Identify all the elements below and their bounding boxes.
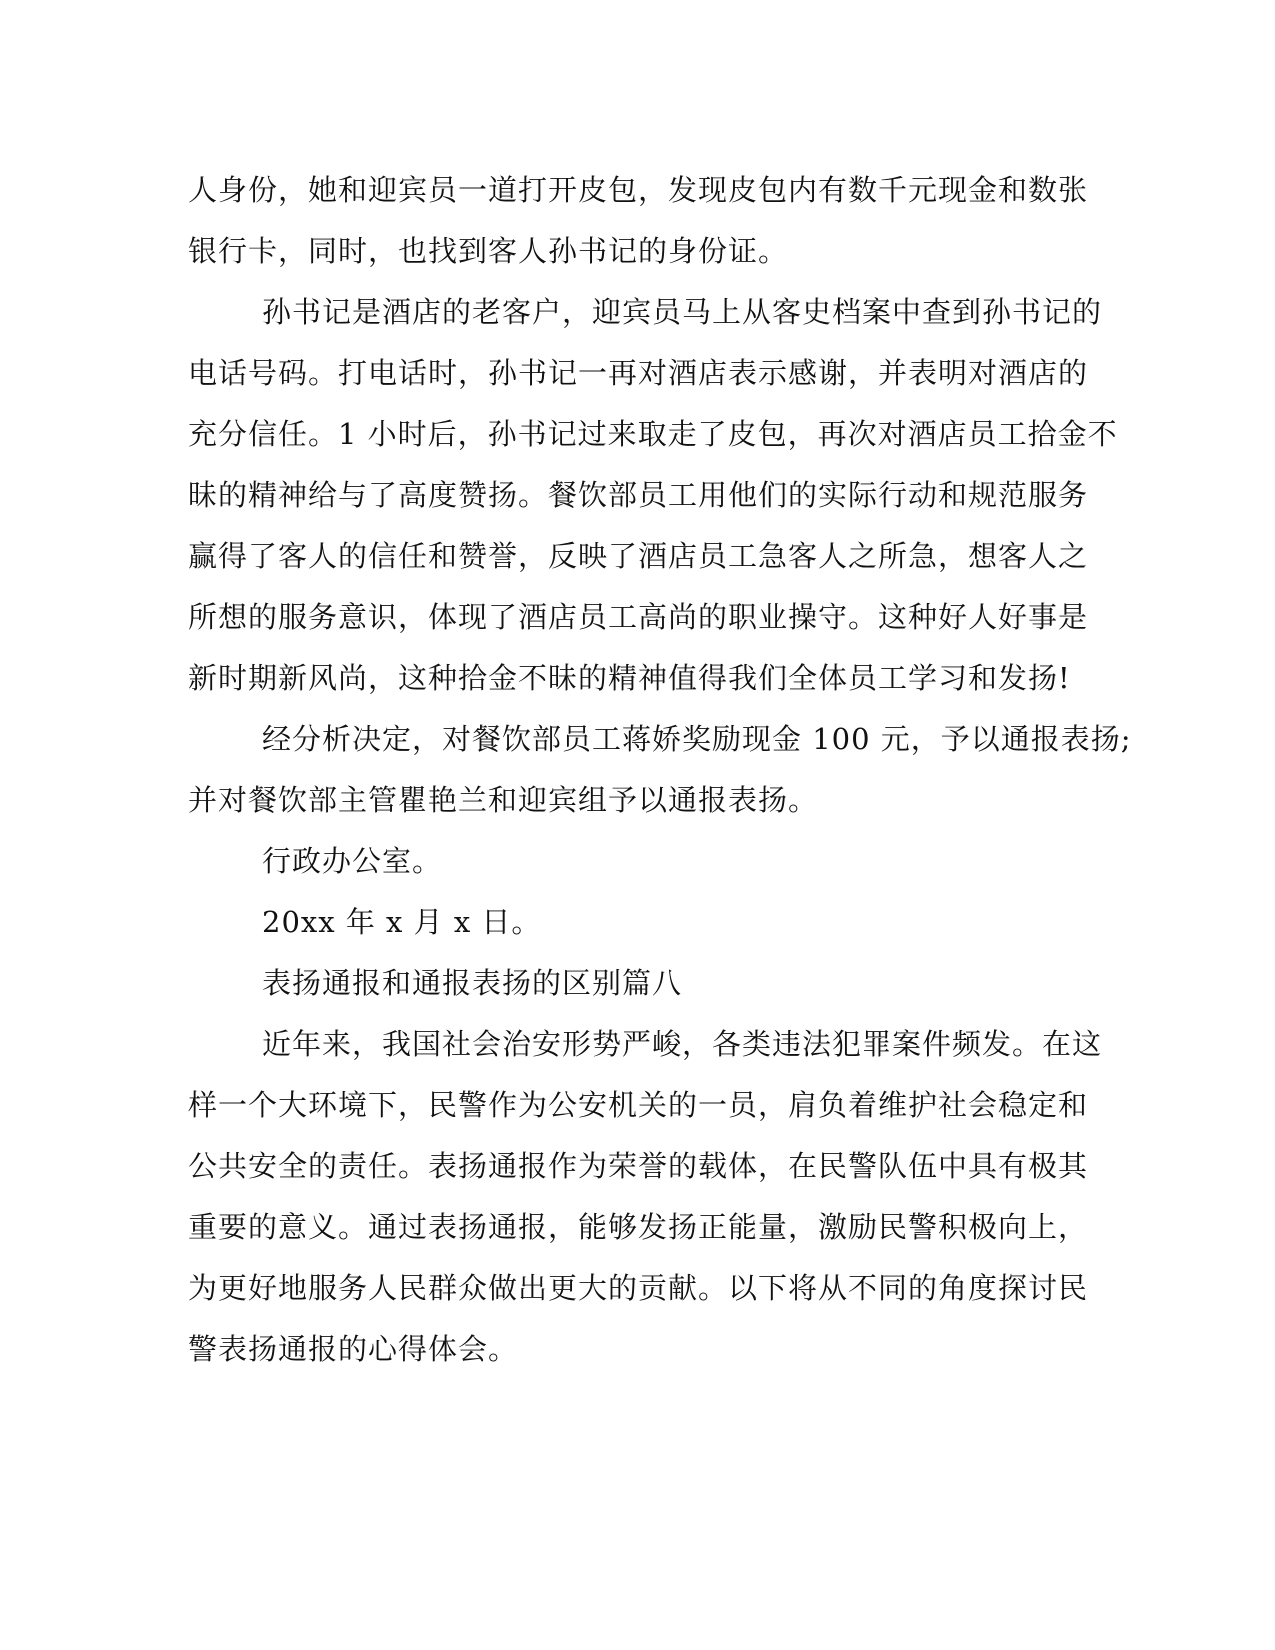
text-line: 为更好地服务人民群众做出更大的贡献。以下将从不同的角度探讨民 bbox=[188, 1271, 1089, 1305]
text-line: 样一个大环境下，民警作为公安机关的一员，肩负着维护社会稳定和 bbox=[188, 1088, 1089, 1122]
document-body bbox=[188, 160, 1132, 1380]
text-line: 昧的精神给与了高度赞扬。餐饮部员工用他们的实际行动和规范服务 bbox=[188, 478, 1089, 512]
signature-department: 行政办公室。 bbox=[262, 844, 443, 878]
paragraph-start-line: 孙书记是酒店的老客户，迎宾员马上从客史档案中查到孙书记的 bbox=[262, 295, 1103, 329]
paragraph-start-line: 近年来，我国社会治安形势严峻，各类违法犯罪案件频发。在这 bbox=[262, 1027, 1103, 1061]
text-line: 银行卡，同时，也找到客人孙书记的身份证。 bbox=[188, 234, 789, 268]
text-line: 并对餐饮部主管瞿艳兰和迎宾组予以通报表扬。 bbox=[188, 783, 819, 817]
text-line: 赢得了客人的信任和赞誉，反映了酒店员工急客人之所急，想客人之 bbox=[188, 539, 1089, 573]
text-line: 所想的服务意识，体现了酒店员工高尚的职业操守。这种好人好事是 bbox=[188, 600, 1089, 634]
text-line: 公共安全的责任。表扬通报作为荣誉的载体，在民警队伍中具有极其 bbox=[188, 1149, 1089, 1183]
text-line: 新时期新风尚，这种拾金不昧的精神值得我们全体员工学习和发扬! bbox=[188, 661, 1071, 695]
text-line: 电话号码。打电话时，孙书记一再对酒店表示感谢，并表明对酒店的 bbox=[188, 356, 1089, 390]
text-line: 充分信任。1 小时后，孙书记过来取走了皮包，再次对酒店员工拾金不 bbox=[188, 417, 1118, 451]
signature-date: 20xx 年 x 月 x 日。 bbox=[262, 905, 542, 939]
paragraph-start-line: 经分析决定，对餐饮部员工蒋娇奖励现金 100 元，予以通报表扬; bbox=[262, 722, 1132, 756]
text-line: 人身份，她和迎宾员一道打开皮包，发现皮包内有数千元现金和数张 bbox=[188, 173, 1089, 207]
section-heading: 表扬通报和通报表扬的区别篇八 bbox=[262, 966, 683, 1000]
text-line: 重要的意义。通过表扬通报，能够发扬正能量，激励民警积极向上， bbox=[188, 1210, 1089, 1244]
text-line: 警表扬通报的心得体会。 bbox=[188, 1332, 519, 1366]
